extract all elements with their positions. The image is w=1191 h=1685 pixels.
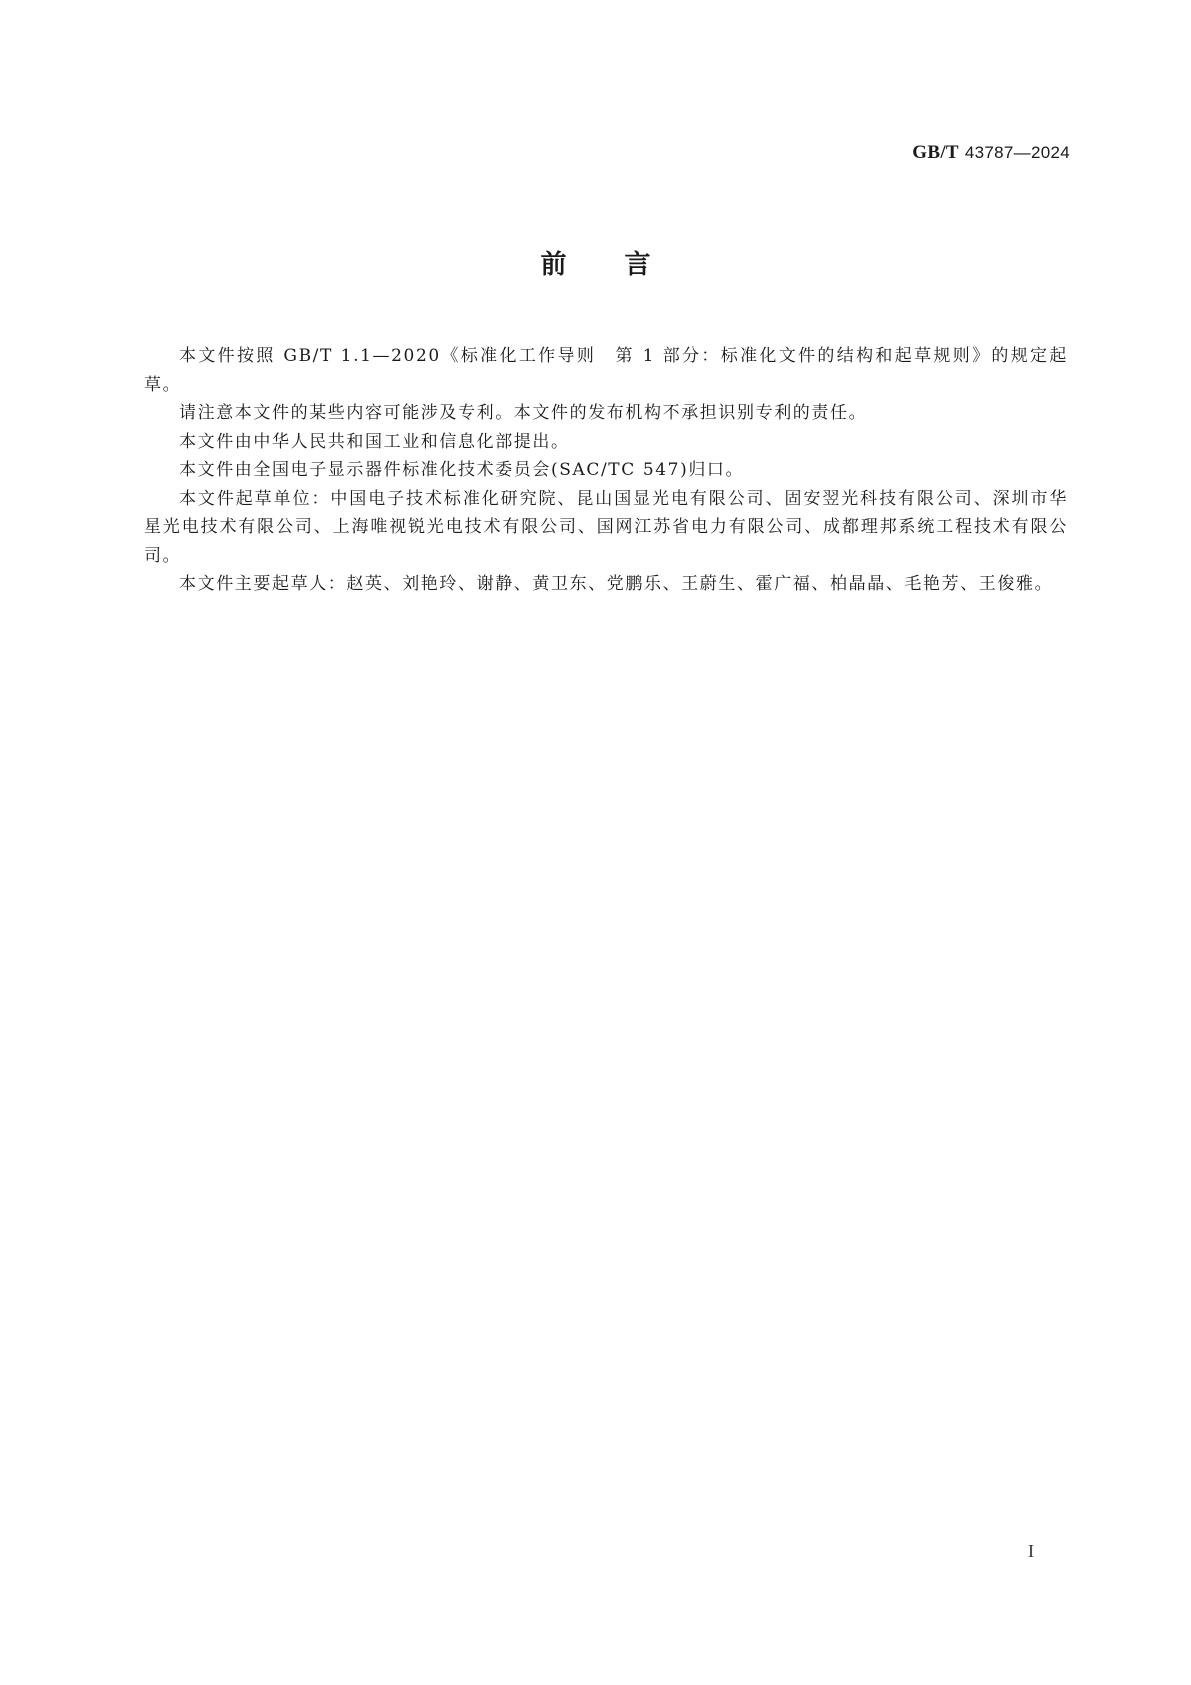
foreword-body: [144, 342, 1068, 599]
title-char-2: 言: [624, 250, 651, 280]
paragraph-drafting-organizations: 本文件起草单位：中国电子技术标准化研究院、昆山国显光电有限公司、固安翌光科技有限公司、深圳市华星光电技术有限公司、上海唯视锐光电技术有限公司、国网江苏省电力有限公司、成都理邦系统工程技术有限公司。: [144, 488, 1068, 566]
paragraph-technical-committee: 本文件由全国电子显示器件标准化技术委员会(SAC/TC 547)归口。: [179, 460, 745, 480]
title-char-1: 前: [540, 250, 567, 280]
paragraph-patent-notice: 请注意本文件的某些内容可能涉及专利。本文件的发布机构不承担识别专利的责任。: [179, 403, 868, 423]
page-number: I: [1028, 1541, 1034, 1561]
paragraph-proposer: 本文件由中华人民共和国工业和信息化部提出。: [179, 431, 570, 452]
standard-number: 43787—2024: [964, 143, 1070, 162]
paragraph-drafting-rules: 本文件按照 GB/T 1.1—2020《标准化工作导则 第 1 部分：标准化文件的结构和起草规则》的规定起草。: [144, 346, 1068, 395]
paragraph-drafters: 本文件主要起草人：赵英、刘艳玲、谢静、黄卫东、党鹏乐、王蔚生、霍广福、柏晶晶、毛艳芳、王俊雅。: [179, 574, 1054, 594]
page-title: [0, 244, 1191, 281]
standard-prefix: GB/T: [912, 142, 959, 163]
standard-code: [912, 142, 1070, 164]
